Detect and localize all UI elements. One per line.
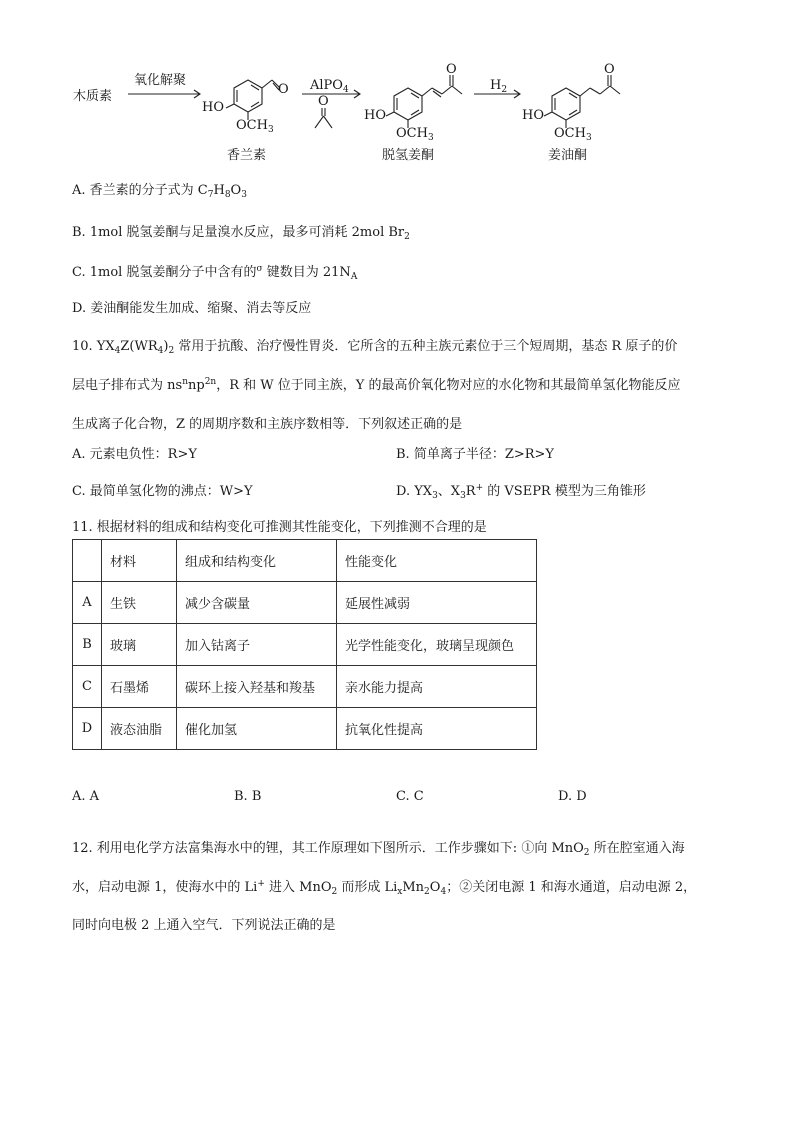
q9-option-d: D. 姜油酮能发生加成、缩聚、消去等反应 (72, 301, 312, 316)
table-cell: 催化加氢 (177, 708, 337, 750)
q11-option-d: D. D (558, 789, 587, 804)
q10-stem-line2: 层电子排布式为 $ns^nnp^{2n}$，R 和 W 位于同主族，Y 的最高价氧化物对应的水化物和其最简单氢化物能反应 (72, 377, 681, 393)
table-cell: 玻璃 (102, 624, 177, 666)
q12-stem-line3: 同时向电极 2 上通入空气．下列说法正确的是 (72, 918, 336, 933)
q11-option-b: B. B (234, 789, 262, 804)
q10-option-c: C. 最简单氢化物的沸点：W>Y (72, 484, 253, 499)
dehydrozingerone-o-label: O (446, 62, 457, 77)
table-cell: 减少含碳量 (177, 582, 337, 624)
arrow1-condition: 氧化解聚 (134, 73, 187, 88)
acetone-o-label: O (318, 94, 329, 109)
dehydrozingerone-och3-label: $OCH_3$ (396, 126, 434, 143)
q11-table (72, 539, 537, 750)
q11-option-a: A. A (72, 789, 100, 804)
table-row (73, 624, 537, 666)
q10-stem-line1: 10. $YX_4Z(WR_4)_2$ 常用于抗酸、治疗慢性胃炎．它所含的五种主族元素位于三个短周期，基态 R 原子的价 (72, 339, 678, 356)
table-row (73, 708, 537, 750)
zingerone-o-label: O (604, 62, 615, 77)
table-cell: 液态油脂 (102, 708, 177, 750)
table-row (73, 666, 537, 708)
arrow2-condition: AlPO$_4$ (310, 78, 349, 95)
table-cell: D (73, 708, 102, 750)
table-cell: 抗氧化性提高 (337, 708, 537, 750)
zingerone-name: 姜油酮 (548, 148, 588, 163)
table-cell: 延展性减弱 (337, 582, 537, 624)
q10-option-b: B. 简单离子半径：Z>R>Y (396, 447, 555, 462)
q9-option-c: C. 1mol 脱氢姜酮分子中含有的$^\sigma$ 键数目为 $21N_A$ (72, 264, 358, 282)
dehydrozingerone-ho-label: HO (364, 108, 386, 123)
table-cell: B (73, 624, 102, 666)
table-header-cell: 性能变化 (337, 540, 537, 582)
lignin-label: 木质素 (73, 89, 113, 104)
dehydrozingerone-name: 脱氢姜酮 (382, 148, 435, 163)
table-cell: 石墨烯 (102, 666, 177, 708)
table-header-row (73, 540, 537, 582)
table-cell: C (73, 666, 102, 708)
table-header-cell: 材料 (102, 540, 177, 582)
table-header-cell (73, 540, 102, 582)
q12-stem-line1: 12. 利用电化学方法富集海水中的锂，其工作原理如下图所示．工作步骤如下: ①向 MnO$_2$ 所在腔室通入海 (72, 841, 685, 858)
q9-option-a: A. 香兰素的分子式为 $C_7H_8O_3$ (72, 183, 247, 200)
zingerone-ho-label: HO (522, 108, 544, 123)
table-cell: A (73, 582, 102, 624)
q12-stem-line2: 水，启动电源 1，使海水中的 Li+ 进入 MnO$_2$ 而形成 $Li_xMn_2O_4$；②关闭电源 1 和海水通道，启动电源 2， (72, 879, 697, 897)
arrow3-condition: $H_2$ (490, 78, 508, 95)
table-header-cell: 组成和结构变化 (177, 540, 337, 582)
table-cell: 碳环上接入羟基和羧基 (177, 666, 337, 708)
q11-option-c: C. C (396, 789, 424, 804)
table-cell: 生铁 (102, 582, 177, 624)
q10-option-d: D. $YX_3$、$X_3R^+$ 的 VSEPR 模型为三角锥形 (396, 483, 646, 501)
table-cell: 亲水能力提高 (337, 666, 537, 708)
table-cell: 光学性能变化，玻璃呈现颜色 (337, 624, 537, 666)
vanillin-och3-label: $OCH_3$ (236, 118, 274, 135)
vanillin-ho-label: HO (202, 100, 224, 115)
q10-stem-line3: 生成离子化合物，Z 的周期序数和主族序数相等．下列叙述正确的是 (72, 417, 463, 432)
zingerone-och3-label: $OCH_3$ (554, 126, 592, 143)
vanillin-name: 香兰素 (227, 148, 267, 163)
table-row (73, 582, 537, 624)
reaction-scheme (60, 58, 700, 168)
table-cell: 加入钴离子 (177, 624, 337, 666)
q9-option-b: B. 1mol 脱氢姜酮与足量溴水反应，最多可消耗 2mol $Br_2$ (72, 225, 410, 242)
aldehyde-o-label: O (278, 82, 289, 97)
q11-stem: 11. 根据材料的组成和结构变化可推测其性能变化，下列推测不合理的是 (72, 520, 487, 535)
q10-option-a: A. 元素电负性：R>Y (72, 447, 197, 462)
